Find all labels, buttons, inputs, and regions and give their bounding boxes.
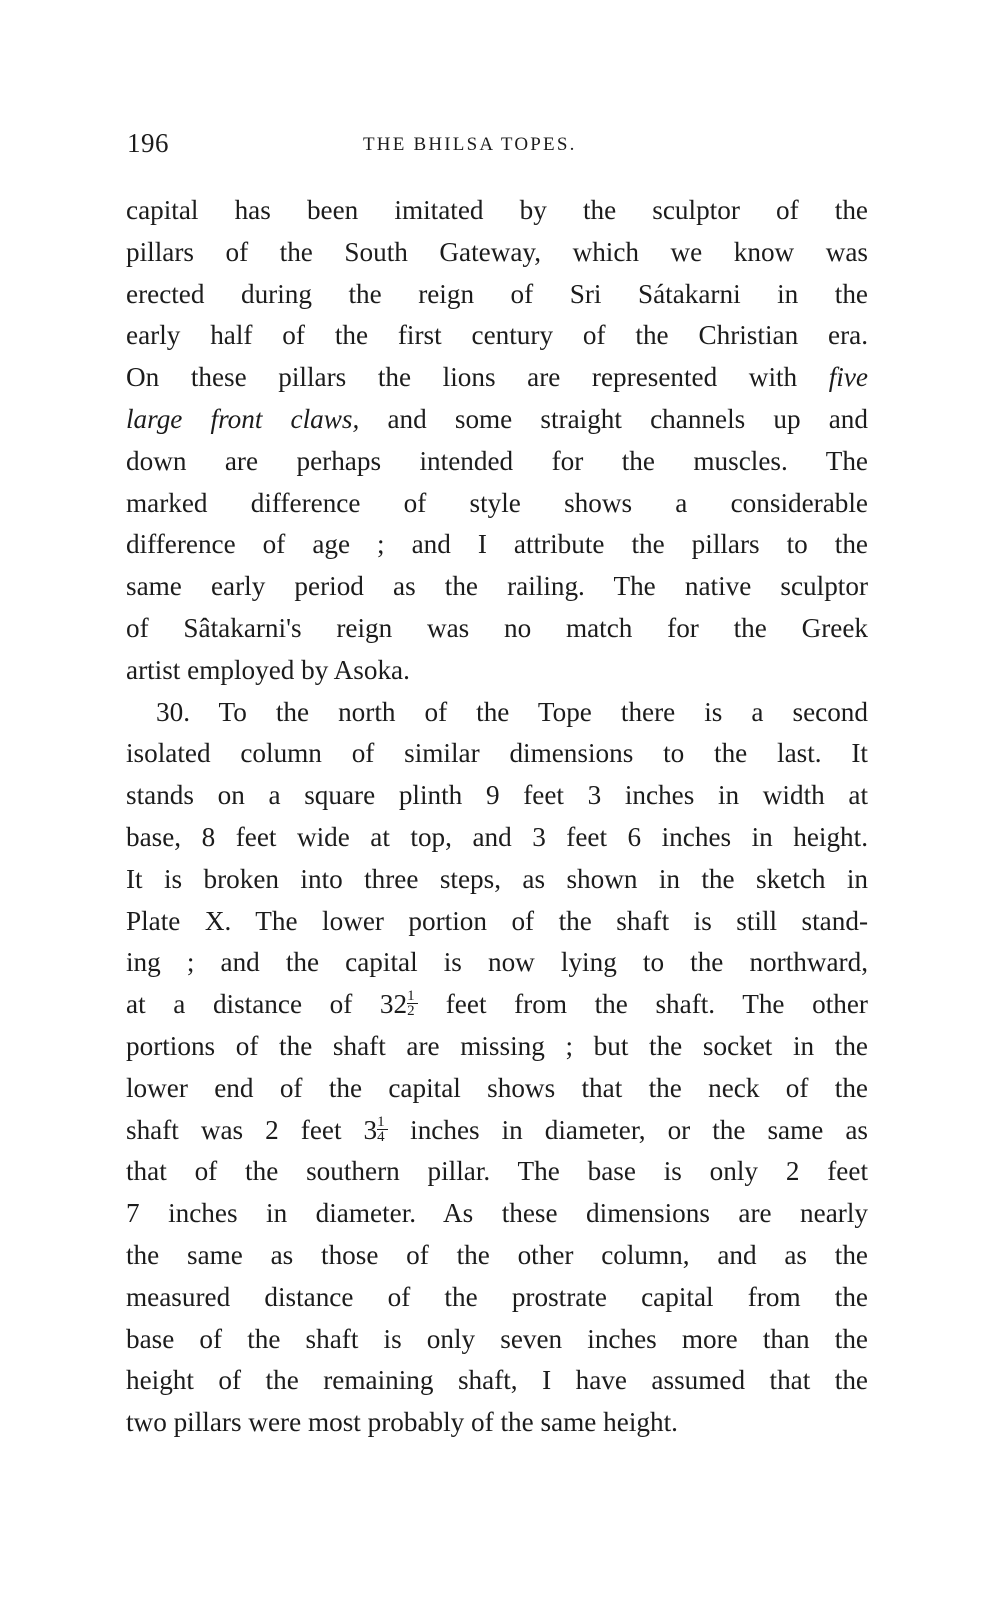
- text-line: Plate X. The lower portion of the shaft is still stand-: [126, 905, 868, 936]
- text-line: marked difference of style shows a considerable: [126, 487, 868, 518]
- text-line: early half of the first century of the Christian era.: [126, 320, 868, 351]
- text-run: feet from the shaft. The other: [418, 989, 868, 1020]
- text-line: lower end of the capital shows that the neck of the: [126, 1072, 868, 1103]
- text-line: base, 8 feet wide at top, and 3 feet 6 inches in height.: [126, 821, 868, 852]
- text-run: inches in diameter, or the same as: [388, 1114, 868, 1145]
- text-line: portions of the shaft are missing ; but the socket in the: [126, 1030, 868, 1061]
- text-line: pillars of the South Gateway, which we know was: [126, 236, 868, 267]
- text-line: ing ; and the capital is now lying to the northward,: [126, 947, 868, 978]
- running-head: [127, 128, 867, 168]
- text-line: difference of age ; and I attribute the pillars to the: [126, 529, 868, 560]
- body-text: [126, 190, 868, 1444]
- text-run: shaft was 2 feet 3: [126, 1114, 378, 1145]
- text-line: base of the shaft is only seven inches more than the: [126, 1323, 868, 1354]
- text-line: stands on a square plinth 9 feet 3 inches in width at: [126, 780, 868, 811]
- text-line: that of the southern pillar. The base is only 2 feet: [126, 1156, 868, 1187]
- text-line: It is broken into three steps, as shown in the sketch in: [126, 863, 868, 894]
- text-line: height of the remaining shaft, I have assumed that the: [126, 1365, 868, 1396]
- fraction: [407, 989, 418, 1018]
- fraction: [377, 1115, 388, 1144]
- text-line: capital has been imitated by the sculptor of the: [126, 195, 868, 225]
- section-start-line: 30. To the north of the Tope there is a second: [156, 696, 868, 727]
- text-run: On these pillars the lions are represented with: [126, 362, 829, 393]
- text-line: [126, 984, 868, 1026]
- text-run: and some straight channels up and: [359, 403, 868, 434]
- paragraph-end-line: artist employed by Asoka.: [126, 654, 410, 685]
- fraction-numerator: 1: [377, 1115, 388, 1130]
- running-title: THE BHILSA TOPES.: [363, 134, 577, 155]
- italic-text: large front claws,: [126, 403, 360, 434]
- page-number: 196: [127, 128, 169, 158]
- text-line: [126, 357, 868, 399]
- paragraph-end-line: two pillars were most probably of the same height.: [126, 1407, 678, 1438]
- text-line: same early period as the railing. The native sculptor: [126, 571, 868, 602]
- fraction-denominator: 2: [407, 1003, 415, 1020]
- text-line: the same as those of the other column, and as the: [126, 1239, 868, 1270]
- text-line: measured distance of the prostrate capital from the: [126, 1281, 868, 1312]
- text-line: [126, 399, 868, 441]
- text-line: of Sâtakarni's reign was no match for the Greek: [126, 612, 868, 643]
- fraction-numerator: 1: [407, 989, 418, 1004]
- text-line: [126, 1110, 868, 1152]
- italic-text: five: [828, 362, 868, 393]
- text-line: 7 inches in diameter. As these dimensions are nearly: [126, 1198, 868, 1229]
- text-line: down are perhaps intended for the muscles. The: [126, 445, 868, 476]
- text-line: isolated column of similar dimensions to the last. It: [126, 738, 868, 769]
- fraction-denominator: 4: [377, 1128, 385, 1145]
- text-run: at a distance of 32: [126, 989, 408, 1020]
- text-line: erected during the reign of Sri Sátakarni in the: [126, 278, 868, 309]
